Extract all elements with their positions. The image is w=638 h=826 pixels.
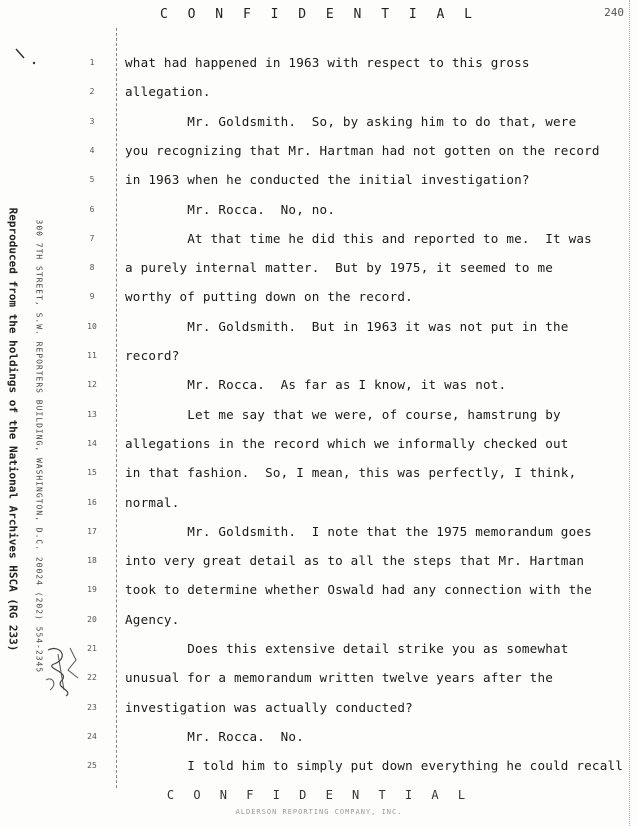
transcript-line: Mr. Rocca. No, no. bbox=[125, 201, 336, 217]
line-number: 22 bbox=[87, 673, 97, 683]
line-number: 15 bbox=[87, 468, 97, 478]
transcript-line: what had happened in 1963 with respect to this gross bbox=[125, 55, 530, 70]
transcript-line: took to determine whether Oswald had any connection with the bbox=[125, 582, 592, 598]
transcript-line: in that fashion. So, I mean, this was perfectly, I think, bbox=[125, 465, 577, 481]
line-number: 13 bbox=[87, 409, 97, 419]
line-number: 6 bbox=[89, 204, 95, 214]
line-number: 9 bbox=[89, 292, 95, 302]
transcript-line: I told him to simply put down everything he could recall bbox=[125, 758, 624, 774]
transcript-line: Agency. bbox=[125, 611, 180, 627]
line-number: 14 bbox=[87, 438, 97, 448]
transcript-line: you recognizing that Mr. Hartman had not gotten on the record bbox=[125, 142, 600, 158]
transcript-line: Mr. Goldsmith. But in 1963 it was not put in the bbox=[125, 318, 569, 334]
reporting-company-footer: ALDERSON REPORTING COMPANY, INC. bbox=[235, 808, 403, 816]
line-number: 3 bbox=[89, 116, 95, 126]
transcript-line: into very great detail as to all the steps that Mr. Hartman bbox=[125, 553, 585, 569]
transcript-line: normal. bbox=[125, 494, 180, 510]
transcript-line: investigation was actually conducted? bbox=[125, 699, 413, 715]
line-number: 17 bbox=[87, 526, 97, 536]
transcript-line: in 1963 when he conducted the initial investigation? bbox=[125, 172, 530, 188]
confidential-footer: C O N F I D E N T I A L bbox=[166, 788, 472, 802]
line-number: 12 bbox=[87, 380, 97, 390]
line-number: 10 bbox=[87, 321, 97, 331]
line-number: 25 bbox=[87, 761, 97, 771]
line-number: 5 bbox=[89, 175, 95, 185]
line-number: 8 bbox=[89, 263, 95, 273]
reporter-address-stamp: 300 7TH STREET, S.W. REPORTERS BUILDING, WASHINGTON, D.C. 20024 (202) 554-2345 bbox=[34, 219, 44, 674]
line-number: 11 bbox=[87, 351, 97, 360]
line-number: 7 bbox=[89, 233, 95, 243]
line-number: 1 bbox=[89, 58, 95, 67]
handwritten-scribble bbox=[40, 640, 86, 700]
transcript-line: allegation. bbox=[125, 84, 211, 100]
line-number: 16 bbox=[87, 497, 97, 507]
line-number: 2 bbox=[89, 87, 95, 97]
line-number: 4 bbox=[89, 145, 95, 155]
transcript-line: worthy of putting down on the record. bbox=[125, 289, 413, 305]
transcript-line: unusual for a memorandum written twelve years after the bbox=[125, 670, 554, 686]
archives-reproduction-notice: Reproduced from the holdings of the National Archives HSCA (RG 233) bbox=[6, 207, 20, 652]
confidential-header: C O N F I D E N T I A L bbox=[159, 7, 478, 22]
transcript-line: record? bbox=[125, 348, 180, 363]
transcript-line: Mr. Rocca. As far as I know, it was not. bbox=[125, 377, 507, 393]
line-number: 23 bbox=[87, 702, 97, 712]
transcript-line: Let me say that we were, of course, hamstrung by bbox=[125, 406, 561, 422]
line-number: 18 bbox=[87, 556, 97, 566]
transcript-line: a purely internal matter. But by 1975, it seemed to me bbox=[125, 260, 554, 276]
transcript-line: Mr. Rocca. No. bbox=[125, 728, 304, 744]
line-number: 20 bbox=[87, 614, 97, 624]
transcript-line: Mr. Goldsmith. I note that the 1975 memorandum goes bbox=[125, 523, 592, 539]
line-number: 24 bbox=[87, 731, 97, 741]
transcript-line: allegations in the record which we informally checked out bbox=[125, 435, 569, 451]
line-number: 21 bbox=[87, 644, 97, 653]
line-number: 19 bbox=[87, 585, 97, 595]
transcript-line: At that time he did this and reported to me. It was bbox=[125, 230, 592, 246]
transcript-line: Mr. Goldsmith. So, by asking him to do that, were bbox=[125, 113, 577, 129]
page-number: 240 bbox=[604, 6, 624, 19]
margin-rule bbox=[116, 28, 117, 788]
right-edge-rule bbox=[629, 0, 630, 826]
transcript-line: Does this extensive detail strike you as somewhat bbox=[125, 641, 569, 656]
margin-tick-mark bbox=[14, 46, 40, 68]
